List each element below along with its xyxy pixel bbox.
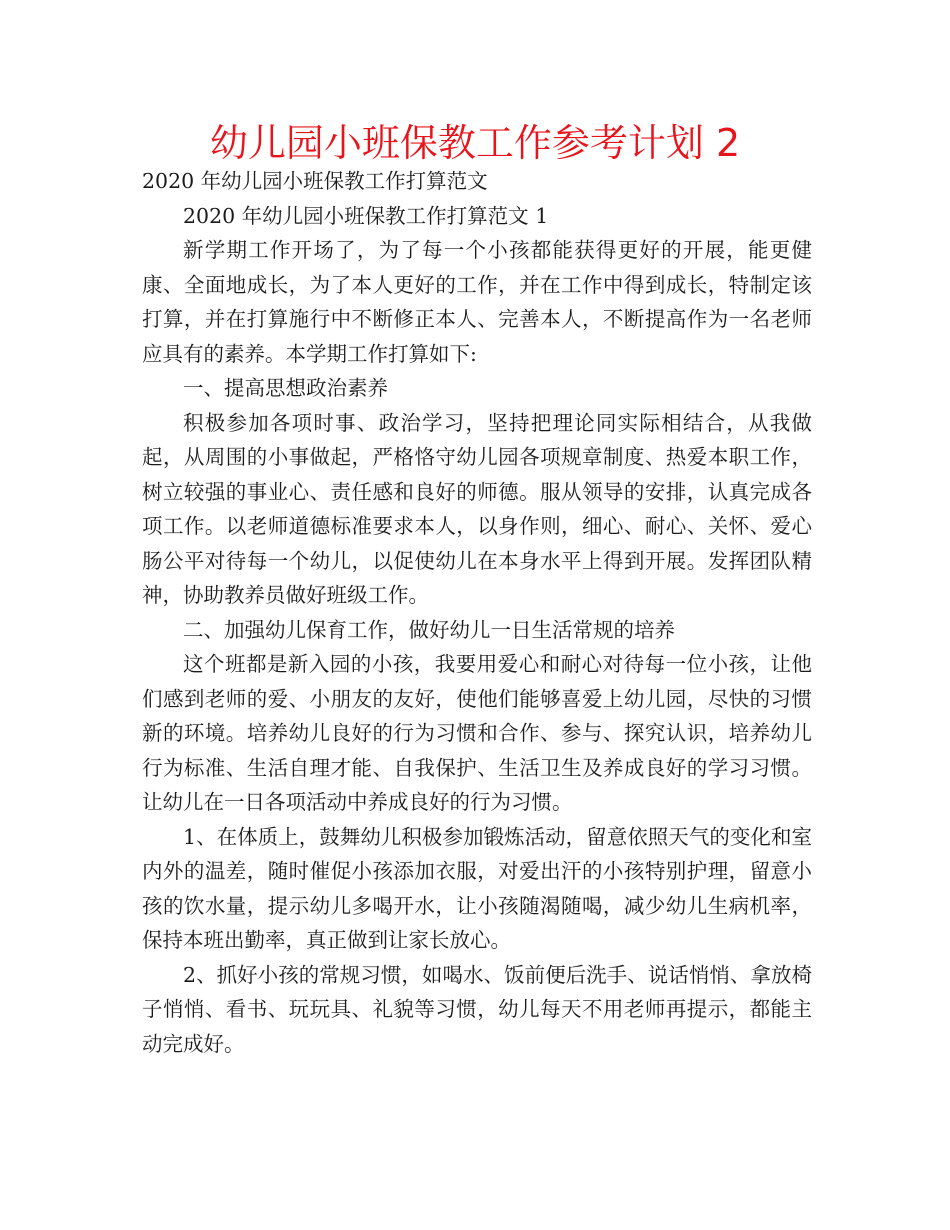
body-paragraph: 新学期工作开场了，为了每一个小孩都能获得更好的开展，能更健康、全面地成长，为了本人更好的工作，并在工作中得到成长，特制定该打算，并在打算施行中不断修正本人、完善本人，不断提高作为一名老师应具有的素养。本学期工作打算如下: bbox=[142, 238, 812, 366]
section-heading: 二、加强幼儿保育工作，做好幼儿一日生活常规的培养 bbox=[183, 617, 675, 642]
body-paragraph: 2、抓好小孩的常规习惯，如喝水、饭前便后洗手、说话悄悄、拿放椅子悄悄、看书、玩玩具、礼貌等习惯，幼儿每天不用老师再提示，都能主动完成好。 bbox=[142, 962, 812, 1056]
document-body bbox=[142, 164, 812, 1061]
body-paragraph: 积极参加各项时事、政治学习，坚持把理论同实际相结合，从我做起，从周围的小事做起，严格恪守幼儿园各项规章制度、热爱本职工作，树立较强的事业心、责任感和良好的师德。服从领导的安排，认真完成各项工作。以老师道德标准要求本人，以身作则，细心、耐心、关怀、爱心肠公平对待每一个幼儿，以促使幼儿在本身水平上得到开展。发挥团队精神，协助教养员做好班级工作。 bbox=[142, 410, 812, 607]
subtitle-line: 2020 年幼儿园小班保教工作打算范文 bbox=[142, 169, 488, 193]
body-paragraph: 这个班都是新入园的小孩，我要用爱心和耐心对待每一位小孩，让他们感到老师的爱、小朋友的友好，使他们能够喜爱上幼儿园，尽快的习惯新的环境。培养幼儿良好的行为习惯和合作、参与、探究认识，培养幼儿行为标准、生活自理才能、自我保护、生活卫生及养成良好的学习习惯。让幼儿在一日各项活动中养成良好的行为习惯。 bbox=[142, 652, 812, 814]
document-title: 幼儿园小班保教工作参考计划 2 bbox=[209, 121, 741, 165]
body-paragraph: 1、在体质上，鼓舞幼儿积极参加锻炼活动，留意依照天气的变化和室内外的温差，随时催促小孩添加衣服，对爱出汗的小孩特别护理，留意小孩的饮水量，提示幼儿多喝开水，让小孩随渴随喝，减少幼儿生病机率，保持本班出勤率，真正做到让家长放心。 bbox=[142, 824, 812, 952]
section-heading: 2020 年幼儿园小班保教工作打算范文 1 bbox=[183, 203, 549, 228]
section-heading: 一、提高思想政治素养 bbox=[183, 376, 388, 400]
